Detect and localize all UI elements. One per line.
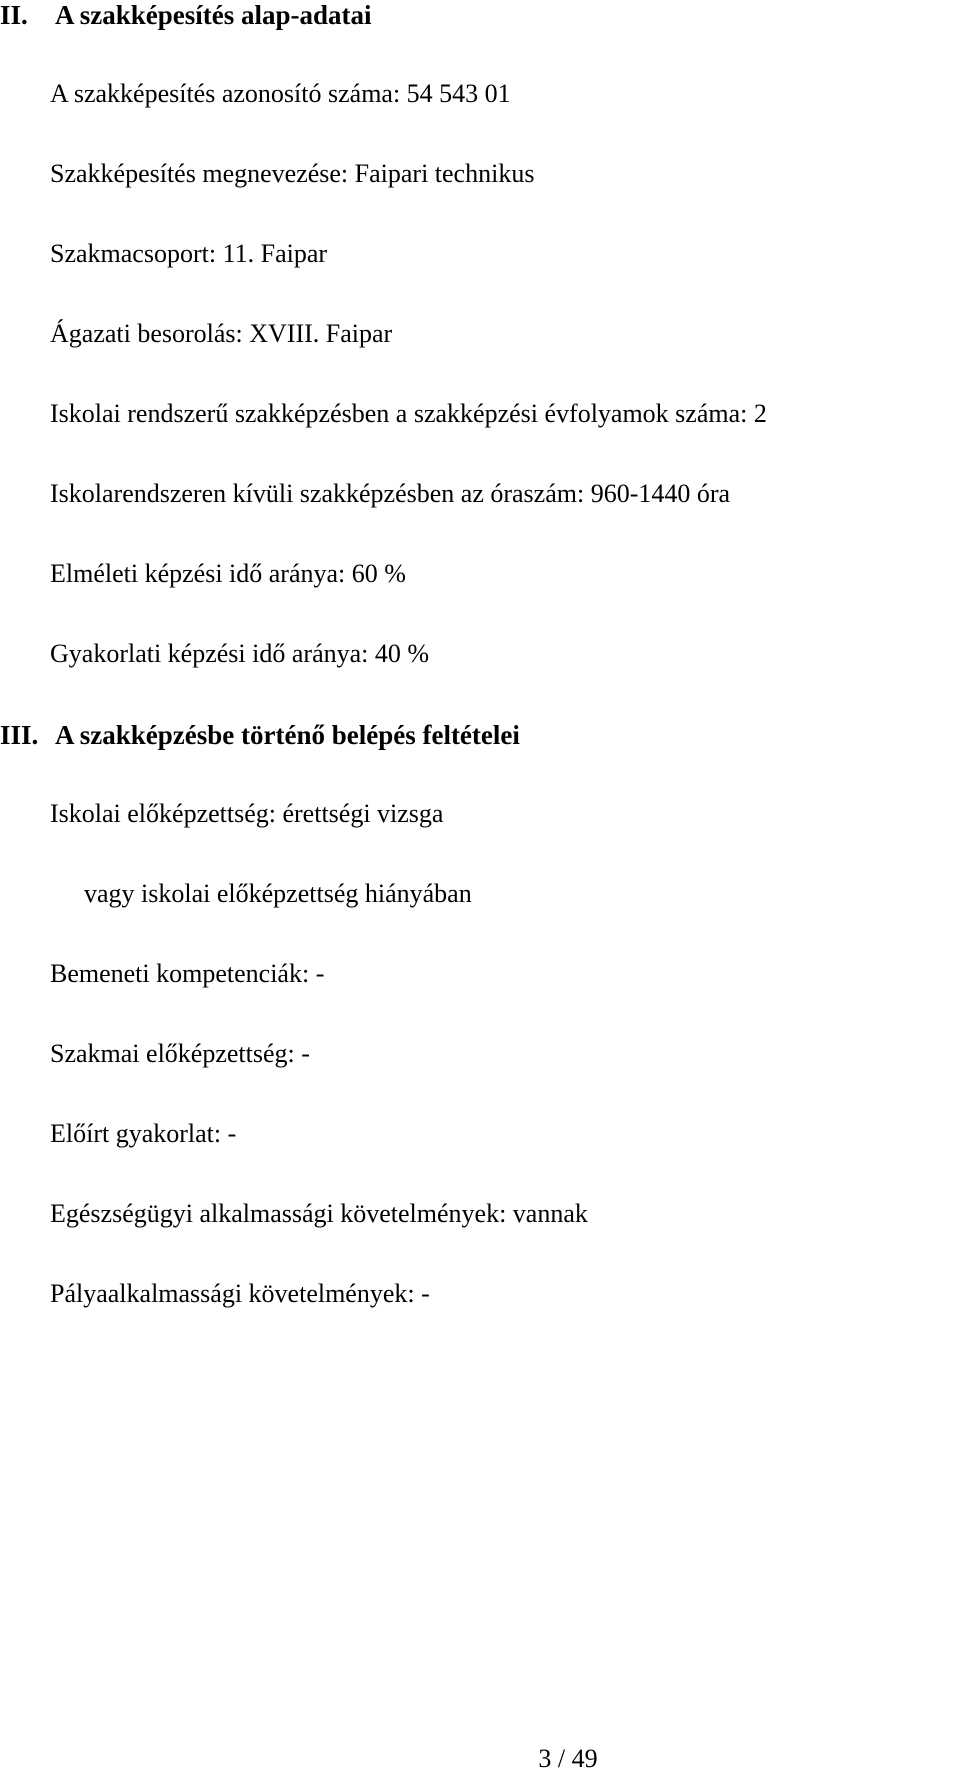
text-line: Elméleti képzési idő aránya: 60 % <box>50 559 406 588</box>
text-line: Pályaalkalmassági követelmények: - <box>50 1279 430 1308</box>
section-number: II. <box>0 0 28 30</box>
text-line: Szakmacsoport: 11. Faipar <box>50 239 328 268</box>
text-line: Szakképesítés megnevezése: Faipari technikus <box>50 159 535 188</box>
section-heading-3 <box>0 722 520 749</box>
text-line: Előírt gyakorlat: - <box>50 1119 237 1148</box>
text-line: Iskolarendszeren kívüli szakképzésben az óraszám: 960-1440 óra <box>50 479 731 508</box>
text-line: vagy iskolai előképzettség hiányában <box>84 879 472 908</box>
text-line: Szakmai előképzettség: - <box>50 1039 310 1068</box>
text-line: A szakképesítés azonosító száma: 54 543 01 <box>50 79 511 108</box>
section-title: A szakképzésbe történő belépés feltételei <box>55 720 520 750</box>
text-line: Iskolai rendszerű szakképzésben a szakképzési évfolyamok száma: 2 <box>50 399 767 428</box>
text-line: Bemeneti kompetenciák: - <box>50 959 325 988</box>
text-line: Ágazati besorolás: XVIII. Faipar <box>50 319 393 348</box>
section-title: A szakképesítés alap-adatai <box>55 0 372 30</box>
text-line: Egészségügyi alkalmassági követelmények: vannak <box>50 1199 588 1228</box>
section-heading-2 <box>0 2 372 29</box>
section-number: III. <box>0 720 39 750</box>
page-number: 3 / 49 <box>538 1744 598 1773</box>
text-line: Gyakorlati képzési idő aránya: 40 % <box>50 639 430 668</box>
text-line: Iskolai előképzettség: érettségi vizsga <box>50 799 444 828</box>
